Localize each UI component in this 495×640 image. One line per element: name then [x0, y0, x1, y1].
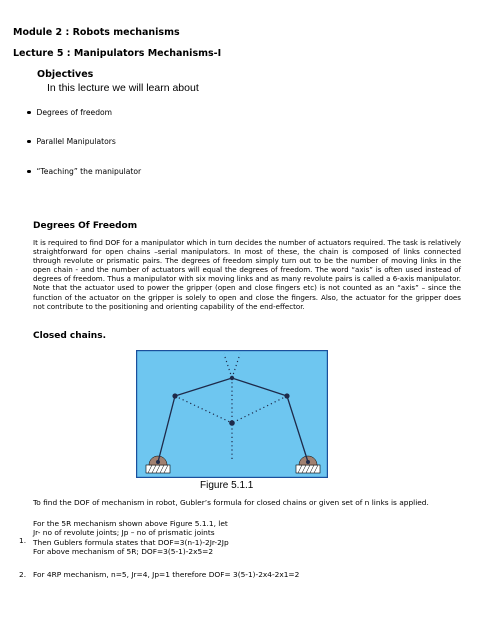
list-item-line: For 4RP mechanism, n=5, Jr=4, Jp=1 therefore DOF= 3(5-1)-2x4-2x1=2 [33, 570, 300, 579]
objective-item [27, 137, 116, 146]
objectives-intro: In this lecture we will learn about [47, 82, 199, 94]
list-item-line: For above mechanism of 5R; DOF=3(5-1)-2x5=2 [33, 546, 214, 556]
bullet-icon [27, 140, 31, 144]
lecture-title: Lecture 5 : Manipulators Mechanisms-I [13, 48, 222, 59]
dof-heading: Degrees Of Freedom [33, 221, 138, 231]
list-item-line: Then Gublers formula states that DOF=3(n-1)-2Jr-2Jp [33, 537, 229, 547]
list-number: 1. [19, 536, 27, 545]
objective-item-label: Parallel Manipulators [36, 137, 116, 146]
objective-item [27, 108, 112, 117]
objective-item-label: “Teaching” the manipulator [36, 167, 142, 176]
closed-chains-heading: Closed chains. [33, 331, 106, 341]
list-item [33, 519, 229, 556]
objective-item-label: Degrees of freedom [36, 108, 113, 117]
list-item [33, 570, 299, 579]
bullet-icon [27, 111, 31, 115]
gubler-intro: To find the DOF of mechanism in robot, Gubler’s formula for closed chains or given set of n links is applied. [33, 498, 429, 507]
list-number: 2. [19, 570, 27, 579]
list-item-line: For the 5R mechanism shown above Figure 5.1.1, let [33, 519, 228, 528]
bullet-icon [27, 170, 31, 174]
figure-caption: Figure 5.1.1 [200, 480, 254, 491]
list-item-line: Jr- no of revolute joints; Jp – no of prismatic joints [33, 528, 215, 538]
dof-paragraph: It is required to find DOF for a manipulator which in turn decides the number of actuators required. The task is relatively straightforward for open chains –serial manipulators. In most of these, the chain is composed of links connected through revolute or prismatic pairs. The degrees of freedom simply turn out to be the number of moving links in the open chain - and the number of actuators will equal the degrees of freedom. The word “axis” is often used instead of degrees of freedom. Thus a manipulator with six moving links and as many revolute pairs is called a 6-axis manipulator. Note that the actuator used to power the gripper (open and close fingers etc) is not counted as an “axis” – since the function of the actuator on the gripper is solely to open and close the fingers. Also, the actuator for the gripper does not contribute to the positioning and orienting capability of the end-effector. [33, 238, 461, 311]
objective-item [27, 167, 141, 176]
objectives-heading: Objectives [37, 69, 94, 80]
module-title: Module 2 : Robots mechanisms [13, 27, 180, 38]
five-bar-mechanism-figure [136, 350, 328, 478]
